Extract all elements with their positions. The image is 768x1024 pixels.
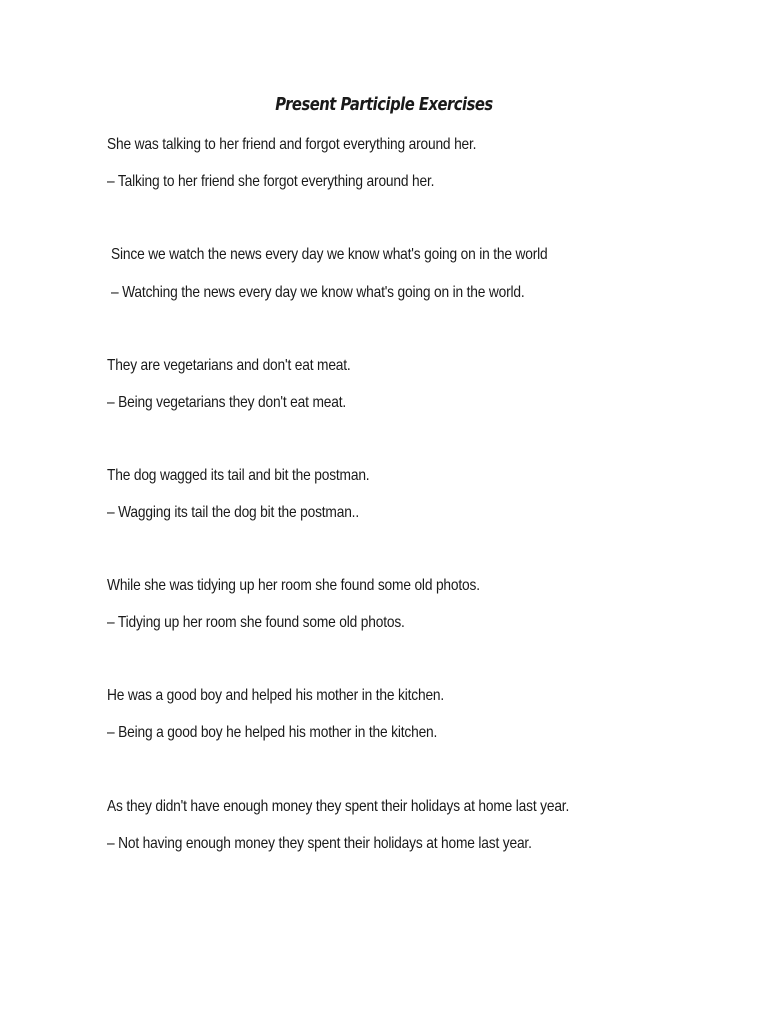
exercise-5-answer: – Tidying up her room she found some old photos.: [107, 614, 405, 631]
exercise-7-answer: – Not having enough money they spent their holidays at home last year.: [107, 835, 532, 852]
exercise-6-original: He was a good boy and helped his mother in the kitchen.: [107, 687, 445, 704]
exercise-1-original: She was talking to her friend and forgot everything around her.: [107, 136, 477, 153]
exercise-4-answer: – Wagging its tail the dog bit the postman..: [107, 504, 359, 521]
exercise-3-original: They are vegetarians and don't eat meat.: [107, 357, 351, 374]
exercise-7-original: As they didn't have enough money they spent their holidays at home last year.: [107, 798, 570, 815]
exercise-3-answer: – Being vegetarians they don't eat meat.: [107, 394, 347, 411]
exercise-6-answer: – Being a good boy he helped his mother in the kitchen.: [107, 724, 438, 741]
exercise-4-original: The dog wagged its tail and bit the postman.: [107, 467, 370, 484]
exercise-2-answer: – Watching the news every day we know what's going on in the world.: [111, 284, 525, 301]
exercise-2-original: Since we watch the news every day we know what's going on in the world: [111, 246, 548, 263]
exercise-1-answer: – Talking to her friend she forgot everything around her.: [107, 173, 435, 190]
page-title: Present Participle Exercises: [275, 94, 493, 115]
exercise-5-original: While she was tidying up her room she found some old photos.: [107, 577, 480, 594]
